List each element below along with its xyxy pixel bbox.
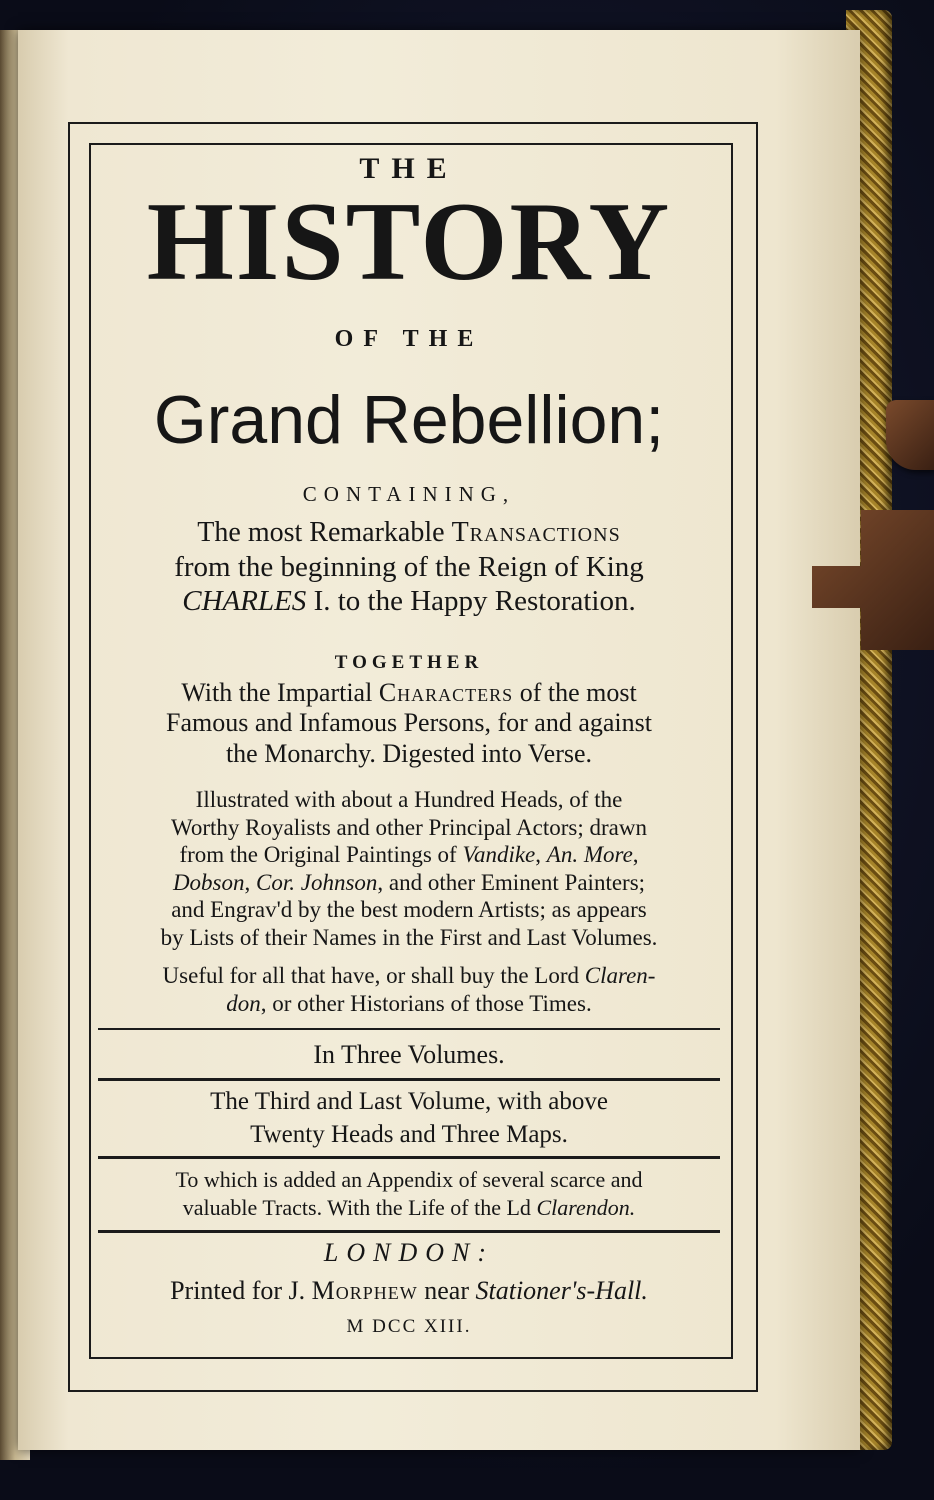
transactions-line1a: The most Remarkable	[197, 517, 452, 548]
characters-paragraph	[98, 678, 720, 769]
containing-label: CONTAINING,	[302, 482, 516, 506]
illustrated-line6: by Lists of their Names in the First and Last Volumes.	[160, 924, 658, 950]
title-history: HISTORY	[146, 180, 672, 304]
illustrated-line4d: , and other Eminent Painters;	[377, 869, 646, 895]
title-of-the: OF THE	[334, 326, 484, 352]
illustrated-line3e: ,	[632, 842, 639, 868]
transactions-paragraph	[98, 516, 720, 619]
printer-location: Stationer's-Hall.	[475, 1276, 648, 1305]
characters-word: Characters	[378, 678, 514, 707]
painter-johnson: Cor. Johnson	[256, 869, 378, 895]
printed-near: near	[417, 1276, 476, 1305]
clarendon-name-1: Claren-	[584, 963, 656, 988]
appendix-line2a: valuable Tracts. With the Life of the Ld	[182, 1194, 537, 1220]
transactions-word: Transactions	[451, 517, 621, 548]
characters-line2: Famous and Infamous Persons, for and against	[166, 708, 652, 738]
title-the: THE	[359, 152, 459, 185]
clasp-upper	[886, 400, 934, 470]
illustrated-line1: Illustrated with about a Hundred Heads, of the	[195, 787, 623, 812]
divider-rule-1	[98, 1028, 720, 1030]
illustrated-line3a: from the Original Paintings of	[179, 842, 463, 868]
illustrated-line4b: ,	[244, 869, 256, 895]
characters-line1a: With the Impartial	[181, 678, 379, 707]
clarendon-name-3: Clarendon.	[536, 1194, 636, 1220]
divider-rule-3	[98, 1156, 720, 1159]
charles-name: CHARLES	[182, 585, 307, 618]
appendix-line1: To which is added an Appendix of several scarce and	[175, 1167, 643, 1192]
transactions-line2: from the beginning of the Reign of King	[174, 550, 644, 583]
title-grand-rebellion: Grand Rebellion;	[153, 382, 665, 458]
title-page-text	[92, 146, 726, 1352]
imprint-city: LONDON:	[323, 1238, 495, 1267]
illustrated-line3c: ,	[535, 842, 547, 868]
printer-name: Morphew	[311, 1276, 418, 1305]
painter-more: An. More	[546, 842, 633, 868]
third-volume-line1: The Third and Last Volume, with above	[210, 1088, 608, 1115]
third-volume-paragraph	[98, 1086, 720, 1151]
divider-rule-4	[98, 1230, 720, 1233]
third-volume-line2: Twenty Heads and Three Maps.	[250, 1120, 568, 1148]
appendix-paragraph	[98, 1166, 720, 1221]
clarendon-name-2: don	[226, 990, 261, 1016]
printed-for: Printed for J.	[170, 1276, 312, 1305]
useful-paragraph	[98, 962, 720, 1017]
useful-line1a: Useful for all that have, or shall buy the Lord	[162, 963, 585, 988]
imprint-printer	[92, 1276, 726, 1306]
together-label: TOGETHER	[334, 652, 484, 673]
useful-line2b: , or other Historians of those Times.	[260, 990, 592, 1016]
restoration-text: I. to the Happy Restoration.	[306, 585, 636, 618]
illustrated-line2: Worthy Royalists and other Principal Actors; drawn	[171, 814, 647, 840]
volumes-line: In Three Volumes.	[313, 1040, 505, 1069]
divider-rule-2	[98, 1078, 720, 1081]
illustrated-paragraph	[98, 786, 720, 952]
illustrated-line5: and Engrav'd by the best modern Artists; as appears	[171, 897, 647, 923]
painter-dobson: Dobson	[172, 869, 245, 895]
characters-line3: the Monarchy. Digested into Verse.	[225, 738, 593, 768]
characters-line1c: of the most	[513, 678, 637, 707]
imprint-date: M DCC XIII.	[346, 1316, 472, 1337]
painter-vandike: Vandike	[462, 842, 536, 868]
